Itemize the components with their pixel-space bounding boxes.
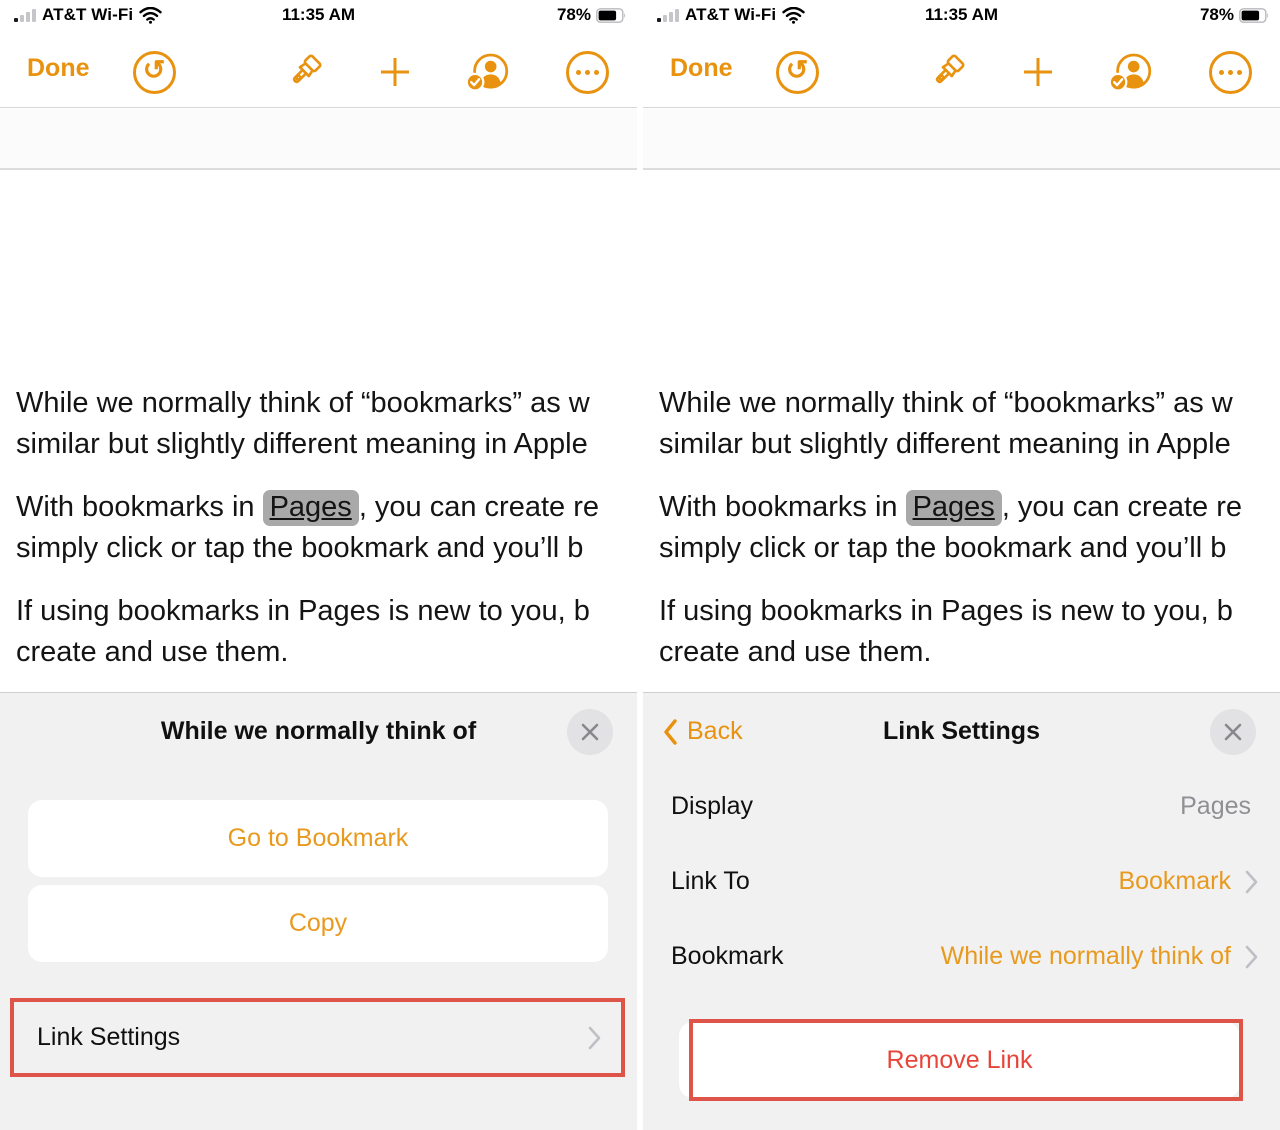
carrier-label: AT&T Wi-Fi [685,5,777,24]
collaborate-icon[interactable] [464,49,510,95]
shortcut-strip [0,109,637,170]
bookmark-popover-title: While we normally think of [160,717,477,745]
link-to-row[interactable]: Link To Bookmark [643,844,1280,919]
status-bar [643,0,1280,36]
paragraph: With bookmarks in Pages , you can create re simply click or tap the bookmark and you’ll b [16,491,599,564]
undo-icon[interactable]: ↺ [774,49,820,95]
link-settings-row[interactable] [10,998,625,1077]
more-options-icon[interactable] [1207,49,1253,95]
done-button[interactable]: Done [670,54,733,82]
chevron-right-icon [1245,945,1258,969]
chevron-right-icon [1245,870,1258,894]
format-paintbrush-icon[interactable] [924,49,970,95]
paragraph: While we normally think of “bookmarks” as w similar but slightly different meaning in Apple [16,387,590,460]
document-body [0,171,637,692]
format-paintbrush-icon[interactable] [281,49,327,95]
display-value: Pages [1180,792,1251,820]
left-screenshot [0,0,637,1130]
paragraph: If using bookmarks in Pages is new to you, b create and use them. [16,595,590,668]
more-options-icon[interactable] [564,49,610,95]
bookmark-row[interactable]: Bookmark While we normally think of [643,919,1280,994]
close-icon[interactable] [567,709,613,755]
shortcut-strip [643,109,1280,170]
document-body [643,171,1280,692]
insert-plus-icon[interactable] [372,49,418,95]
display-row: Display Pages [643,769,1280,844]
clock-label: 11:35 AM [281,5,356,24]
close-icon[interactable] [1210,709,1256,755]
chevron-left-icon [663,719,678,745]
editor-toolbar [643,36,1280,108]
editor-toolbar [0,36,637,108]
link-settings-popover [643,692,1280,1130]
insert-plus-icon[interactable] [1015,49,1061,95]
remove-link-button[interactable]: Remove Link [679,1022,1240,1098]
go-to-bookmark-button[interactable]: Go to Bookmark [28,800,608,877]
undo-icon[interactable]: ↺ [131,49,177,95]
bookmark-popover [0,692,637,1130]
paragraph: While we normally think of “bookmarks” as w similar but slightly different meaning in Apple [659,387,1233,460]
chevron-right-icon [588,1026,601,1050]
back-button[interactable]: Back [663,717,743,746]
battery-icon [1239,8,1270,23]
selected-bookmark-link[interactable]: Pages [263,490,359,526]
selected-bookmark-link[interactable]: Pages [906,490,1002,526]
bookmark-value: While we normally think of [940,942,1231,970]
battery-icon [596,8,627,23]
status-bar [0,0,637,36]
link-settings-label: Link Settings [37,1023,181,1051]
paragraph: With bookmarks in Pages , you can create re simply click or tap the bookmark and you’ll b [659,491,1242,564]
battery-percent-label: 78% [1199,5,1234,24]
clock-label: 11:35 AM [924,5,999,24]
collaborate-icon[interactable] [1107,49,1153,95]
done-button[interactable]: Done [27,54,90,82]
link-to-value: Bookmark [1118,867,1231,895]
battery-percent-label: 78% [556,5,591,24]
paragraph: If using bookmarks in Pages is new to you, b create and use them. [659,595,1233,668]
copy-button[interactable]: Copy [28,885,608,962]
carrier-label: AT&T Wi-Fi [42,5,134,24]
right-screenshot [643,0,1280,1130]
link-settings-title: Link Settings [883,717,1040,745]
